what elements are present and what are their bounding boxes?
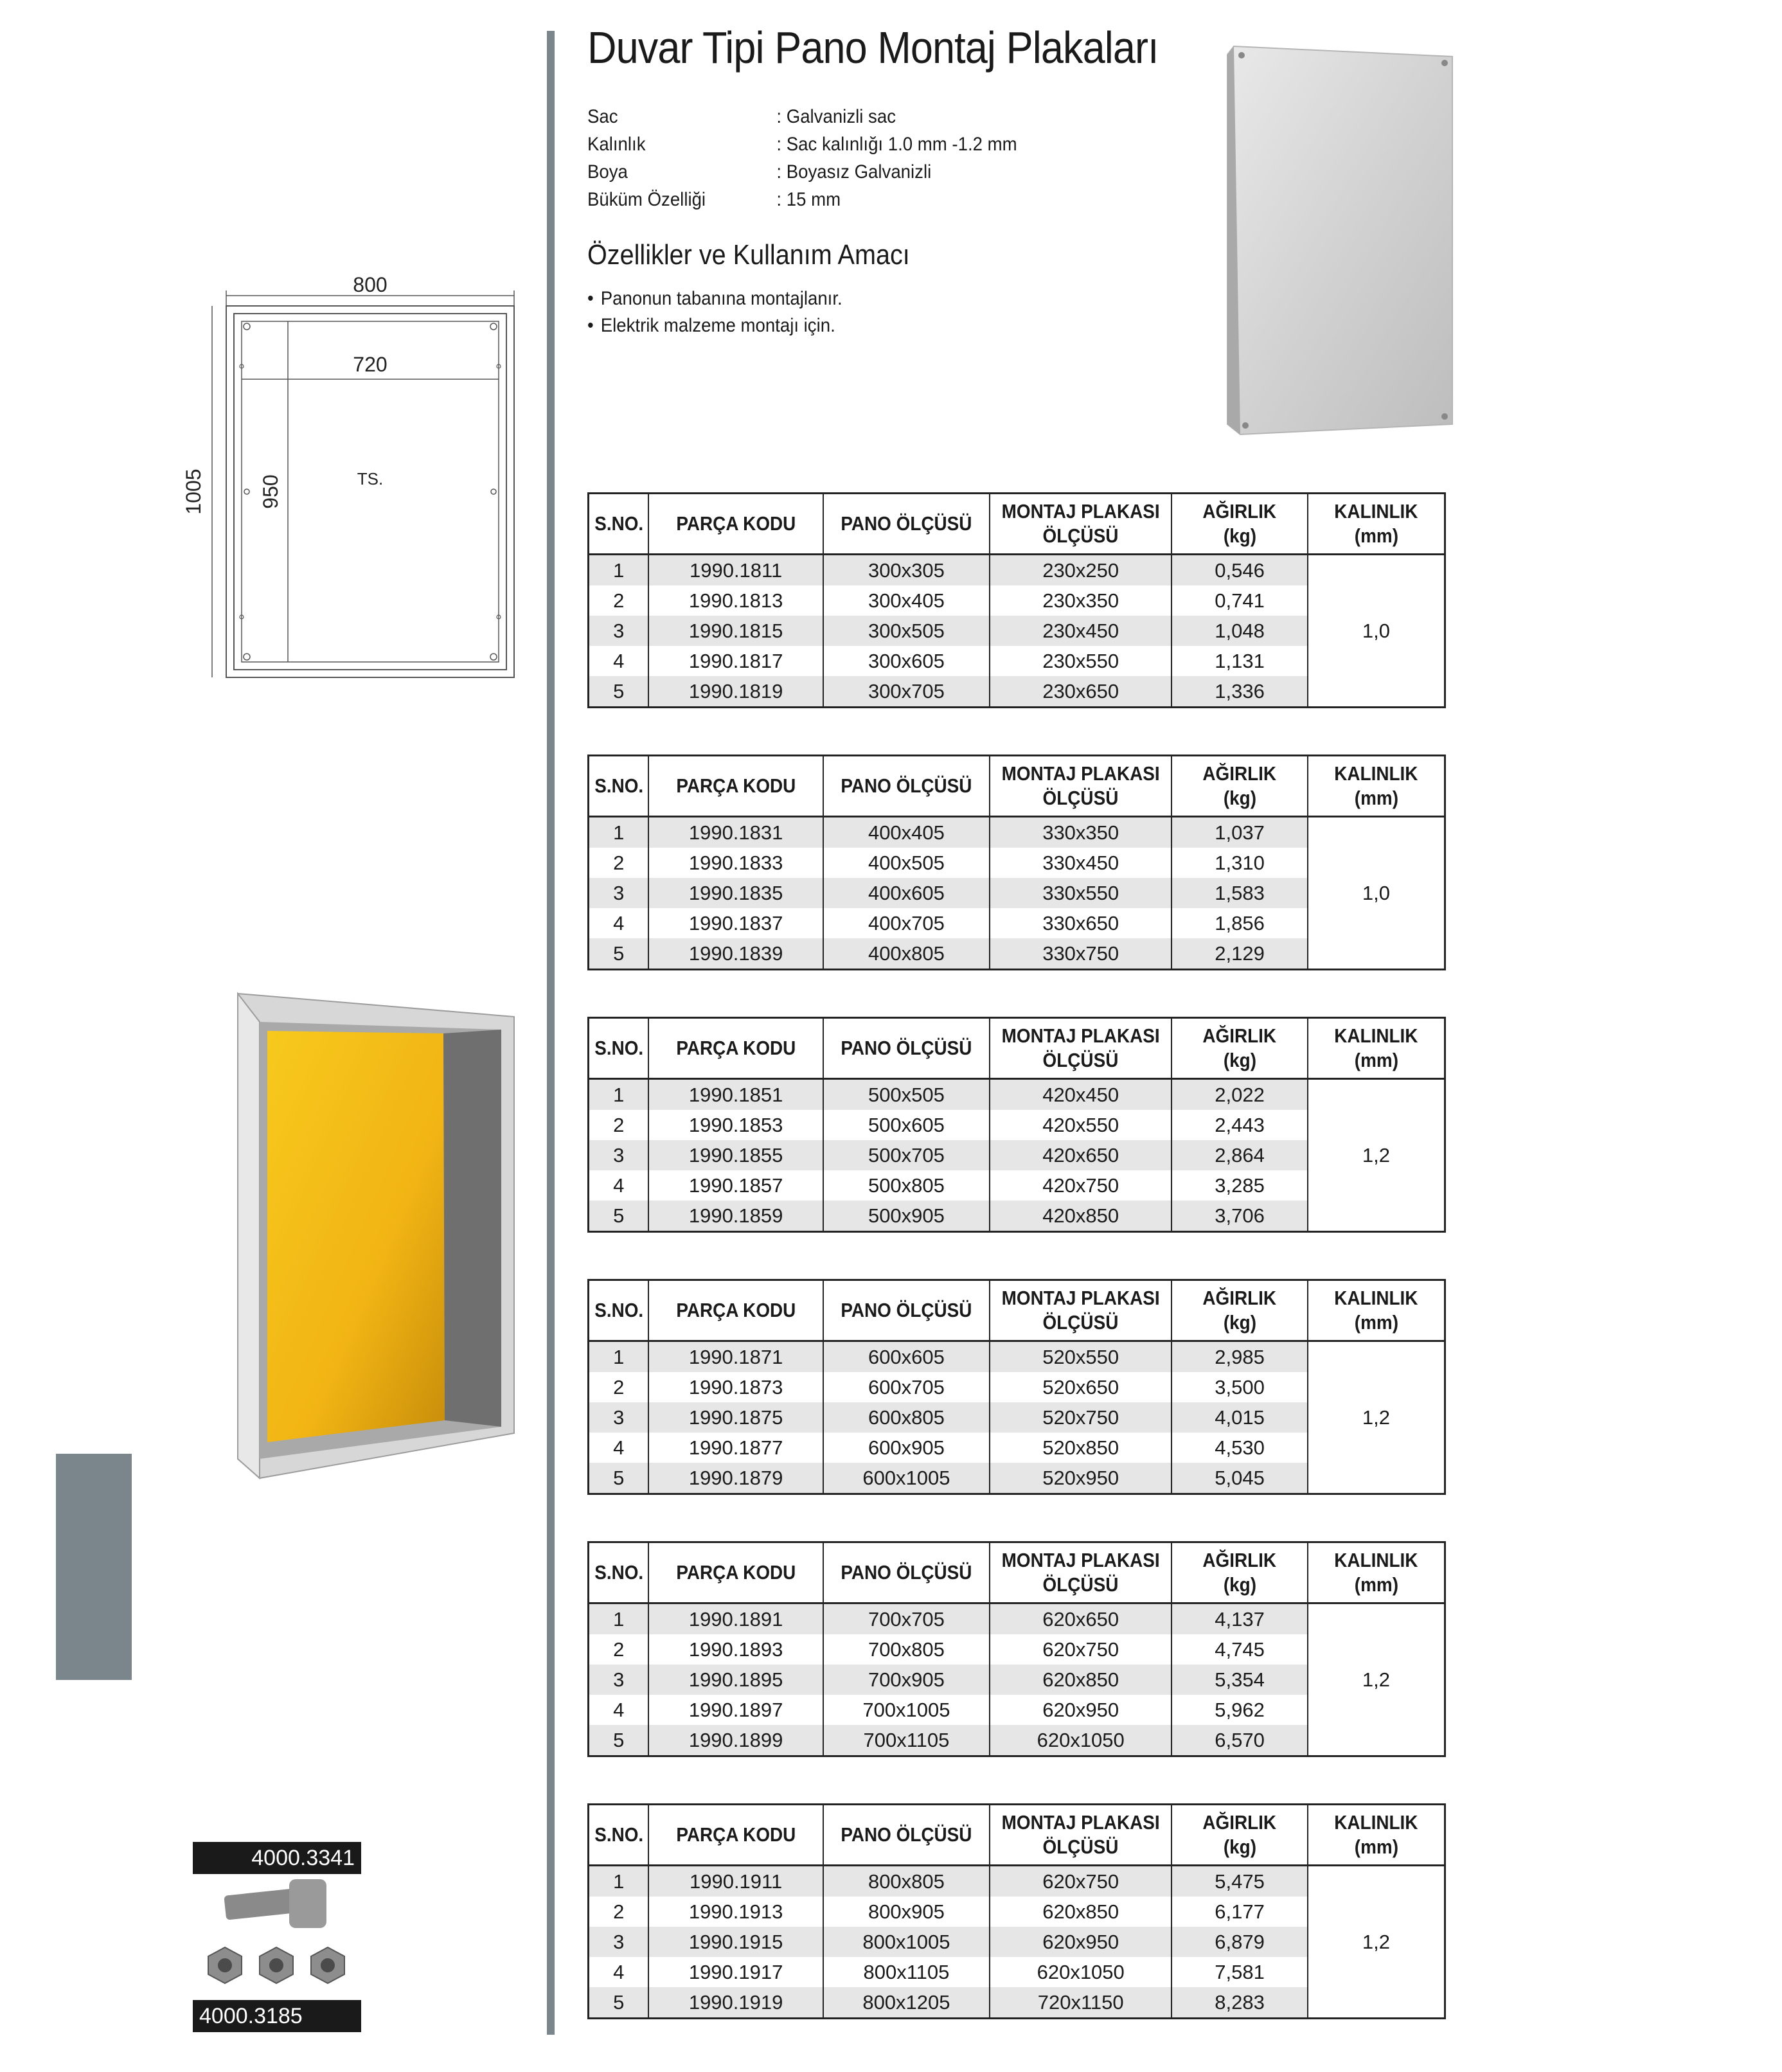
product-table: [587, 755, 1446, 970]
cell-weight: 2,443: [1172, 1110, 1308, 1140]
header-pano: [823, 1280, 990, 1341]
spec-value: : Galvanizli sac: [776, 106, 896, 127]
header-weight: [1172, 1542, 1308, 1603]
header-code: [648, 1542, 823, 1603]
cell-weight: 1,037: [1172, 817, 1308, 848]
header-pano: [823, 494, 990, 555]
cell-pano: 500x905: [823, 1201, 990, 1232]
cell-sno: 2: [589, 585, 649, 616]
inner-height-label: 950: [259, 474, 282, 509]
header-thickness-text: (mm): [1354, 1835, 1398, 1858]
cell-code: 1990.1911: [648, 1866, 823, 1897]
spec-row: [587, 186, 1017, 213]
header-thickness-text: (mm): [1354, 1573, 1398, 1596]
header-sno-text: S.NO.: [594, 512, 643, 535]
header-code-text: PARÇA KODU: [676, 1823, 796, 1846]
header-plate-text: ÖLÇÜSÜ: [1042, 1311, 1119, 1334]
header-thickness-text: KALINLIK: [1334, 500, 1418, 522]
cell-weight: 2,022: [1172, 1079, 1308, 1111]
cell-plate: 330x750: [990, 938, 1172, 970]
header-thickness: [1308, 1542, 1445, 1603]
cell-code: 1990.1877: [648, 1433, 823, 1463]
header-pano-text: PANO ÖLÇÜSÜ: [841, 1823, 972, 1846]
cell-sno: 5: [589, 676, 649, 708]
header-pano: [823, 1018, 990, 1079]
cell-code: 1990.1839: [648, 938, 823, 970]
header-plate: [990, 1805, 1172, 1866]
cell-pano: 500x505: [823, 1079, 990, 1111]
header-thickness: [1308, 756, 1445, 817]
table-header-row: [589, 1018, 1445, 1079]
header-sno: [589, 494, 649, 555]
cell-sno: 2: [589, 1110, 649, 1140]
cell-pano: 400x405: [823, 817, 990, 848]
header-thickness-text: KALINLIK: [1334, 762, 1418, 785]
cell-plate: 620x1050: [990, 1725, 1172, 1756]
cell-sno: 1: [589, 817, 649, 848]
header-plate-text: MONTAJ PLAKASI: [1001, 1024, 1160, 1047]
cell-plate: 330x550: [990, 878, 1172, 908]
cell-weight: 5,962: [1172, 1695, 1308, 1725]
cell-code: 1990.1831: [648, 817, 823, 848]
header-plate-text: ÖLÇÜSÜ: [1042, 524, 1119, 547]
cell-sno: 2: [589, 1897, 649, 1927]
cell-weight: 4,530: [1172, 1433, 1308, 1463]
header-thickness-text: (mm): [1354, 524, 1398, 547]
header-pano-text: PANO ÖLÇÜSÜ: [841, 774, 972, 797]
cell-code: 1990.1913: [648, 1897, 823, 1927]
table-row: [589, 1603, 1445, 1635]
table-row: [589, 555, 1445, 586]
product-table: [587, 1017, 1446, 1233]
header-weight-text: (kg): [1223, 787, 1256, 809]
cell-code: 1990.1917: [648, 1957, 823, 1987]
cell-weight: 2,985: [1172, 1341, 1308, 1373]
table-row: [589, 1866, 1445, 1897]
spec-row: [587, 130, 1017, 158]
cell-plate: 420x450: [990, 1079, 1172, 1111]
spec-label: Kalınlık: [587, 134, 646, 155]
cell-weight: 3,706: [1172, 1201, 1308, 1232]
header-weight-text: AĞIRLIK: [1202, 500, 1277, 522]
product-table: [587, 1541, 1446, 1757]
cell-plate: 520x650: [990, 1372, 1172, 1402]
header-weight-text: (kg): [1223, 1311, 1256, 1334]
features-title: Özellikler ve Kullanım Amacı: [587, 239, 910, 271]
cell-sno: 3: [589, 878, 649, 908]
header-sno-text: S.NO.: [594, 1037, 643, 1059]
cell-plate: 230x250: [990, 555, 1172, 586]
table-header-row: [589, 1542, 1445, 1603]
header-weight-text: AĞIRLIK: [1202, 1549, 1277, 1571]
cell-sno: 3: [589, 1927, 649, 1957]
cell-plate: 420x550: [990, 1110, 1172, 1140]
cell-code: 1990.1875: [648, 1402, 823, 1433]
cell-pano: 300x605: [823, 646, 990, 676]
nut-code: 4000.3185: [193, 2000, 361, 2032]
cell-plate: 330x450: [990, 848, 1172, 878]
screw-code: 4000.3341: [193, 1842, 361, 1874]
cell-sno: 5: [589, 1201, 649, 1232]
header-thickness-text: (mm): [1354, 1311, 1398, 1334]
header-sno: [589, 1542, 649, 1603]
cell-weight: 1,583: [1172, 878, 1308, 908]
cell-pano: 300x405: [823, 585, 990, 616]
cell-weight: 0,546: [1172, 555, 1308, 586]
header-sno-text: S.NO.: [594, 1823, 643, 1846]
page-title: Duvar Tipi Pano Montaj Plakaları: [587, 22, 1159, 73]
cell-pano: 300x505: [823, 616, 990, 646]
cell-weight: 1,336: [1172, 676, 1308, 708]
cell-pano: 600x805: [823, 1402, 990, 1433]
spec-label: Büküm Özelliği: [587, 189, 706, 210]
cell-code: 1990.1813: [648, 585, 823, 616]
header-weight-text: AĞIRLIK: [1202, 1024, 1277, 1047]
header-plate-text: ÖLÇÜSÜ: [1042, 1573, 1119, 1596]
header-sno-text: S.NO.: [594, 774, 643, 797]
enclosure-image: [212, 983, 521, 1485]
cell-sno: 2: [589, 1634, 649, 1665]
header-weight-text: AĞIRLIK: [1202, 762, 1277, 785]
cell-pano: 500x605: [823, 1110, 990, 1140]
product-table: [587, 492, 1446, 708]
header-weight: [1172, 1018, 1308, 1079]
cell-weight: 6,570: [1172, 1725, 1308, 1756]
header-code: [648, 494, 823, 555]
cell-sno: 2: [589, 848, 649, 878]
header-sno: [589, 1280, 649, 1341]
cell-weight: 1,856: [1172, 908, 1308, 938]
cell-plate: 620x1050: [990, 1957, 1172, 1987]
inner-width-label: 720: [353, 353, 388, 376]
cell-code: 1990.1851: [648, 1079, 823, 1111]
cell-pano: 500x805: [823, 1170, 990, 1201]
cell-sno: 2: [589, 1372, 649, 1402]
spec-value: : Sac kalınlığı 1.0 mm -1.2 mm: [776, 134, 1017, 155]
cell-thickness: 1,2: [1308, 1866, 1445, 2019]
header-code: [648, 1280, 823, 1341]
spec-row: [587, 158, 1017, 186]
feature-item: • Panonun tabanına montajlanır.: [587, 285, 842, 312]
cell-sno: 5: [589, 1987, 649, 2019]
cell-sno: 3: [589, 1402, 649, 1433]
cell-weight: 4,745: [1172, 1634, 1308, 1665]
cell-code: 1990.1919: [648, 1987, 823, 2019]
spec-value: : Boyasız Galvanizli: [776, 161, 932, 183]
header-sno-text: S.NO.: [594, 1299, 643, 1321]
table-row: [589, 817, 1445, 848]
cell-code: 1990.1899: [648, 1725, 823, 1756]
cell-code: 1990.1833: [648, 848, 823, 878]
header-thickness-text: KALINLIK: [1334, 1811, 1418, 1834]
cell-sno: 4: [589, 1695, 649, 1725]
header-plate-text: ÖLÇÜSÜ: [1042, 1049, 1119, 1071]
header-code: [648, 1018, 823, 1079]
table-row: [589, 1341, 1445, 1373]
cell-pano: 700x1105: [823, 1725, 990, 1756]
cell-sno: 1: [589, 1341, 649, 1373]
header-thickness: [1308, 494, 1445, 555]
cell-code: 1990.1817: [648, 646, 823, 676]
header-pano-text: PANO ÖLÇÜSÜ: [841, 1561, 972, 1584]
cell-pano: 800x1005: [823, 1927, 990, 1957]
header-code-text: PARÇA KODU: [676, 774, 796, 797]
cell-sno: 4: [589, 1170, 649, 1201]
header-plate-text: MONTAJ PLAKASI: [1001, 500, 1160, 522]
vertical-divider: [547, 31, 555, 2035]
cell-pano: 800x1205: [823, 1987, 990, 2019]
cell-weight: 7,581: [1172, 1957, 1308, 1987]
cell-weight: 1,048: [1172, 616, 1308, 646]
header-plate: [990, 494, 1172, 555]
header-code: [648, 756, 823, 817]
header-code-text: PARÇA KODU: [676, 512, 796, 535]
cell-plate: 230x350: [990, 585, 1172, 616]
cell-sno: 4: [589, 1433, 649, 1463]
height-label: 1005: [182, 469, 205, 515]
cell-pano: 600x605: [823, 1341, 990, 1373]
header-pano-text: PANO ÖLÇÜSÜ: [841, 512, 972, 535]
cell-pano: 400x705: [823, 908, 990, 938]
spec-value: : 15 mm: [776, 189, 841, 210]
header-plate-text: ÖLÇÜSÜ: [1042, 787, 1119, 809]
cell-code: 1990.1815: [648, 616, 823, 646]
cell-thickness: 1,2: [1308, 1079, 1445, 1232]
header-weight: [1172, 494, 1308, 555]
header-weight-text: (kg): [1223, 1049, 1256, 1071]
cell-code: 1990.1915: [648, 1927, 823, 1957]
cell-code: 1990.1871: [648, 1341, 823, 1373]
header-pano-text: PANO ÖLÇÜSÜ: [841, 1299, 972, 1321]
cell-weight: 5,475: [1172, 1866, 1308, 1897]
header-pano: [823, 1542, 990, 1603]
dimension-drawing: [180, 276, 540, 688]
cell-code: 1990.1891: [648, 1603, 823, 1635]
cell-plate: 720x1150: [990, 1987, 1172, 2019]
cell-pano: 300x305: [823, 555, 990, 586]
table-header-row: [589, 1280, 1445, 1341]
spec-list: [587, 103, 1017, 213]
cell-sno: 4: [589, 1957, 649, 1987]
header-code: [648, 1805, 823, 1866]
header-thickness-text: (mm): [1354, 787, 1398, 809]
header-thickness-text: (mm): [1354, 1049, 1398, 1071]
header-weight-text: (kg): [1223, 1835, 1256, 1858]
header-plate-text: MONTAJ PLAKASI: [1001, 1287, 1160, 1309]
header-plate-text: ÖLÇÜSÜ: [1042, 1835, 1119, 1858]
cell-plate: 420x650: [990, 1140, 1172, 1170]
cell-weight: 4,137: [1172, 1603, 1308, 1635]
cell-pano: 400x805: [823, 938, 990, 970]
cell-weight: 4,015: [1172, 1402, 1308, 1433]
header-thickness-text: KALINLIK: [1334, 1549, 1418, 1571]
cell-pano: 600x1005: [823, 1463, 990, 1494]
header-code-text: PARÇA KODU: [676, 1299, 796, 1321]
cell-plate: 330x650: [990, 908, 1172, 938]
cell-sno: 3: [589, 1665, 649, 1695]
header-weight: [1172, 1280, 1308, 1341]
cell-sno: 1: [589, 555, 649, 586]
product-table: [587, 1803, 1446, 2019]
spec-row: [587, 103, 1017, 130]
cell-plate: 620x750: [990, 1866, 1172, 1897]
cell-plate: 420x850: [990, 1201, 1172, 1232]
cell-weight: 6,177: [1172, 1897, 1308, 1927]
header-weight-text: AĞIRLIK: [1202, 1811, 1277, 1834]
cell-plate: 620x850: [990, 1897, 1172, 1927]
cell-sno: 5: [589, 1725, 649, 1756]
cell-plate: 230x550: [990, 646, 1172, 676]
cell-plate: 620x850: [990, 1665, 1172, 1695]
header-sno: [589, 1018, 649, 1079]
cell-sno: 3: [589, 616, 649, 646]
header-plate: [990, 1542, 1172, 1603]
header-thickness-text: KALINLIK: [1334, 1287, 1418, 1309]
header-weight-text: (kg): [1223, 1573, 1256, 1596]
mounting-plate-image: [1163, 39, 1465, 443]
cell-code: 1990.1893: [648, 1634, 823, 1665]
cell-code: 1990.1819: [648, 676, 823, 708]
cell-pano: 300x705: [823, 676, 990, 708]
spec-label: Boya: [587, 161, 628, 183]
header-plate: [990, 1018, 1172, 1079]
cell-weight: 0,741: [1172, 585, 1308, 616]
cell-code: 1990.1837: [648, 908, 823, 938]
cell-pano: 800x805: [823, 1866, 990, 1897]
table-header-row: [589, 1805, 1445, 1866]
cell-pano: 600x905: [823, 1433, 990, 1463]
header-plate-text: MONTAJ PLAKASI: [1001, 1811, 1160, 1834]
cell-plate: 230x650: [990, 676, 1172, 708]
cell-weight: 3,285: [1172, 1170, 1308, 1201]
header-weight-text: AĞIRLIK: [1202, 1287, 1277, 1309]
ts-label: TS.: [357, 469, 384, 488]
cell-plate: 520x950: [990, 1463, 1172, 1494]
header-sno: [589, 1805, 649, 1866]
table-header-row: [589, 494, 1445, 555]
header-weight: [1172, 1805, 1308, 1866]
cell-sno: 1: [589, 1603, 649, 1635]
cell-plate: 420x750: [990, 1170, 1172, 1201]
cell-weight: 2,864: [1172, 1140, 1308, 1170]
cell-weight: 8,283: [1172, 1987, 1308, 2019]
cell-plate: 620x650: [990, 1603, 1172, 1635]
cell-thickness: 1,2: [1308, 1341, 1445, 1494]
header-thickness: [1308, 1280, 1445, 1341]
cell-plate: 330x350: [990, 817, 1172, 848]
header-pano: [823, 1805, 990, 1866]
cell-code: 1990.1811: [648, 555, 823, 586]
cell-code: 1990.1855: [648, 1140, 823, 1170]
cell-weight: 5,354: [1172, 1665, 1308, 1695]
cell-code: 1990.1879: [648, 1463, 823, 1494]
header-weight: [1172, 756, 1308, 817]
cell-pano: 700x805: [823, 1634, 990, 1665]
header-sno-text: S.NO.: [594, 1561, 643, 1584]
table-row: [589, 1079, 1445, 1111]
cell-sno: 5: [589, 1463, 649, 1494]
cell-weight: 5,045: [1172, 1463, 1308, 1494]
cell-pano: 500x705: [823, 1140, 990, 1170]
header-weight-text: (kg): [1223, 524, 1256, 547]
cell-plate: 520x750: [990, 1402, 1172, 1433]
cell-plate: 620x950: [990, 1695, 1172, 1725]
cell-pano: 800x1105: [823, 1957, 990, 1987]
cell-sno: 3: [589, 1140, 649, 1170]
width-label: 800: [353, 276, 388, 296]
cell-plate: 620x750: [990, 1634, 1172, 1665]
cell-thickness: 1,0: [1308, 555, 1445, 708]
header-plate-text: MONTAJ PLAKASI: [1001, 762, 1160, 785]
cell-code: 1990.1897: [648, 1695, 823, 1725]
cell-sno: 1: [589, 1866, 649, 1897]
cell-weight: 1,131: [1172, 646, 1308, 676]
cell-sno: 1: [589, 1079, 649, 1111]
header-thickness: [1308, 1805, 1445, 1866]
cell-thickness: 1,2: [1308, 1603, 1445, 1756]
cell-code: 1990.1835: [648, 878, 823, 908]
feature-item: • Elektrik malzeme montajı için.: [587, 312, 842, 339]
cell-sno: 5: [589, 938, 649, 970]
header-code-text: PARÇA KODU: [676, 1037, 796, 1059]
cell-plate: 620x950: [990, 1927, 1172, 1957]
table-header-row: [589, 756, 1445, 817]
cell-weight: 6,879: [1172, 1927, 1308, 1957]
cell-pano: 600x705: [823, 1372, 990, 1402]
header-plate: [990, 1280, 1172, 1341]
cell-code: 1990.1895: [648, 1665, 823, 1695]
cell-plate: 520x550: [990, 1341, 1172, 1373]
cell-weight: 2,129: [1172, 938, 1308, 970]
header-pano: [823, 756, 990, 817]
cell-plate: 230x450: [990, 616, 1172, 646]
cell-code: 1990.1873: [648, 1372, 823, 1402]
product-table: [587, 1279, 1446, 1495]
cell-pano: 700x705: [823, 1603, 990, 1635]
cell-code: 1990.1853: [648, 1110, 823, 1140]
header-thickness: [1308, 1018, 1445, 1079]
header-plate: [990, 756, 1172, 817]
cell-pano: 700x1005: [823, 1695, 990, 1725]
cell-code: 1990.1859: [648, 1201, 823, 1232]
cell-pano: 400x605: [823, 878, 990, 908]
header-pano-text: PANO ÖLÇÜSÜ: [841, 1037, 972, 1059]
cell-thickness: 1,0: [1308, 817, 1445, 970]
cell-plate: 520x850: [990, 1433, 1172, 1463]
cell-pano: 700x905: [823, 1665, 990, 1695]
cell-code: 1990.1857: [648, 1170, 823, 1201]
header-plate-text: MONTAJ PLAKASI: [1001, 1549, 1160, 1571]
cell-pano: 400x505: [823, 848, 990, 878]
spec-label: Sac: [587, 106, 618, 127]
cell-weight: 3,500: [1172, 1372, 1308, 1402]
cell-weight: 1,310: [1172, 848, 1308, 878]
cell-sno: 4: [589, 908, 649, 938]
cell-pano: 800x905: [823, 1897, 990, 1927]
header-thickness-text: KALINLIK: [1334, 1024, 1418, 1047]
header-code-text: PARÇA KODU: [676, 1561, 796, 1584]
cell-sno: 4: [589, 646, 649, 676]
side-tab: [56, 1454, 132, 1680]
feature-list: [587, 285, 842, 339]
header-sno: [589, 756, 649, 817]
